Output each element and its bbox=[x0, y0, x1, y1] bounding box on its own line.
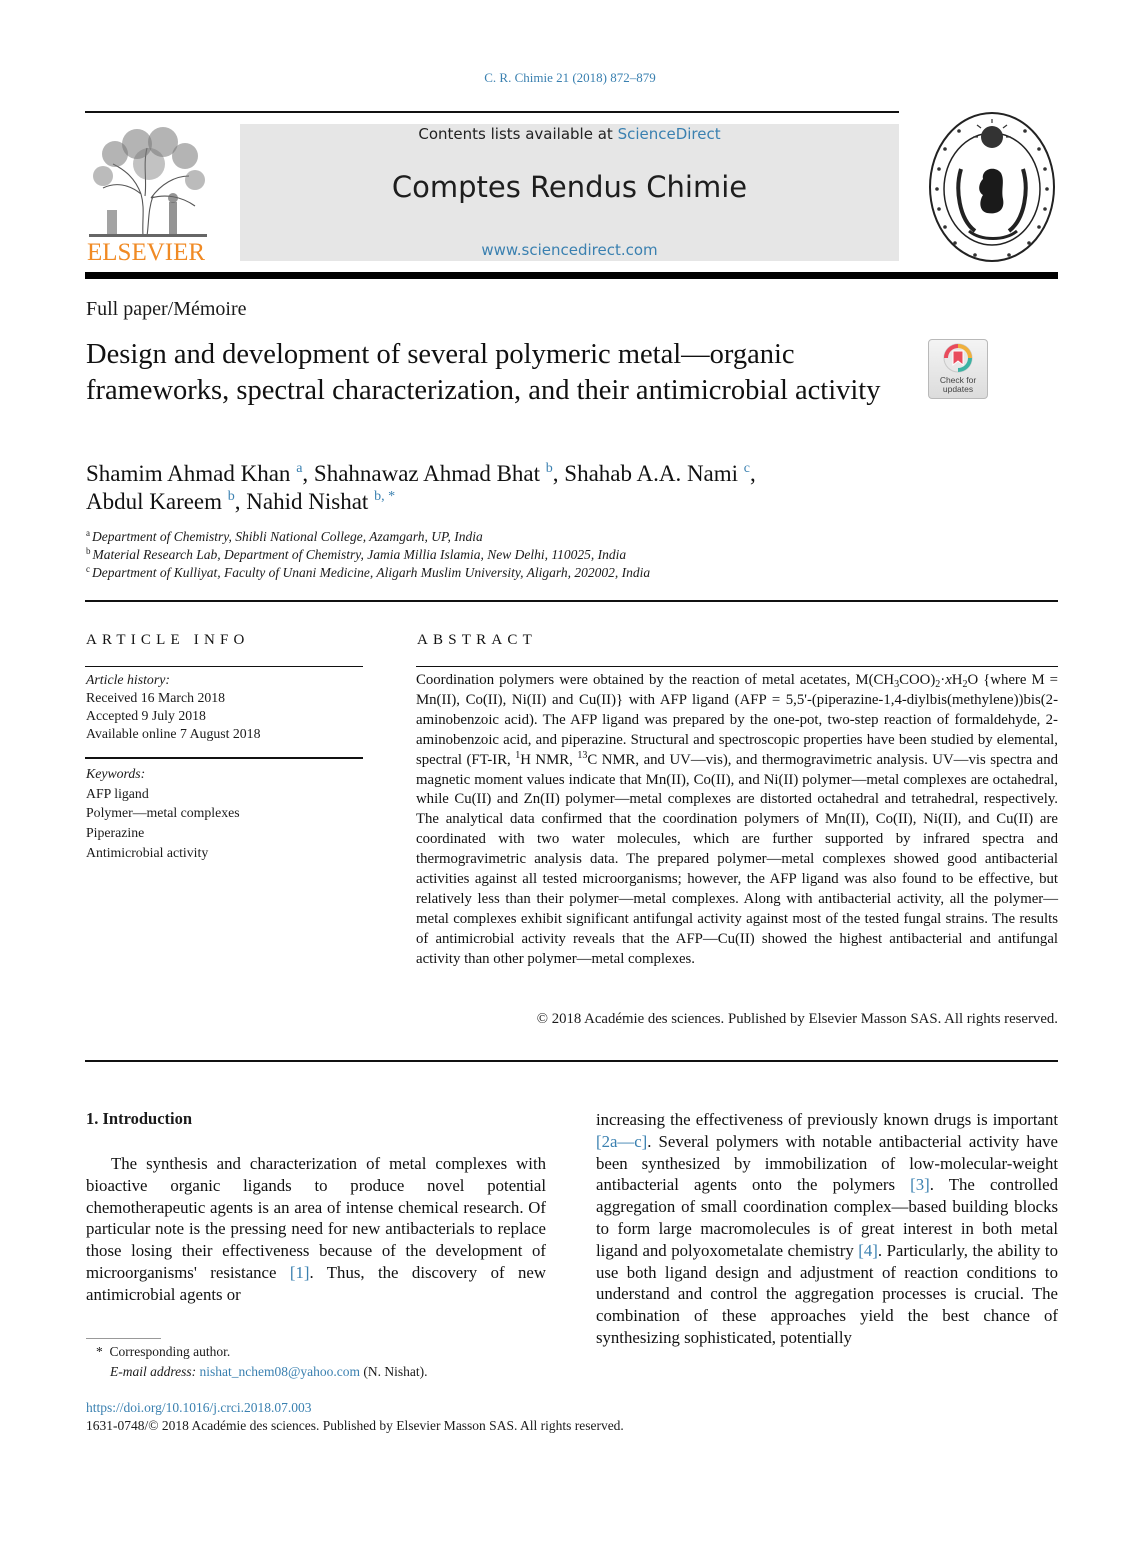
author: Nahid Nishat bbox=[246, 489, 369, 514]
keywords-label: Keywords: bbox=[86, 766, 146, 781]
section-divider bbox=[85, 600, 1058, 602]
affiliation-item bbox=[86, 564, 986, 582]
keywords bbox=[86, 764, 361, 863]
author-affiliation-link[interactable]: a bbox=[296, 461, 303, 476]
author-affiliation-link[interactable]: b bbox=[227, 489, 235, 504]
introduction-column-2: increasing the effectiveness of previously known drugs is important [2a—c]. Several polymers with notable antibacterial activity have been synthesized by immobilization of low-molecular-weight antibacterial agents onto the polymers [3]. The controlled aggregation of small coordination complex—based building blocks to form large macromolecules is of great interest in both metal ligand and polyoxometalate chemistry [4]. Particularly, the ability to use both ligand design and adjustment of reaction conditions to understand and control the aggregation processes is crucial. The combination of these approaches yield the best chance of synthesizing sophisticated, potentially bbox=[596, 1110, 1058, 1347]
affiliations bbox=[86, 528, 986, 583]
email-owner: (N. Nishat). bbox=[363, 1363, 428, 1379]
reference-link[interactable]: [1] bbox=[289, 1262, 310, 1282]
keyword: Piperazine bbox=[86, 825, 145, 841]
author-affiliation-link[interactable]: c bbox=[743, 461, 751, 476]
affiliation-text: Department of Kulliyat, Faculty of Unani Medicine, Aligarh Muslim University, Aligarh, 202002, India bbox=[92, 565, 651, 581]
author: Abdul Kareem bbox=[86, 489, 223, 514]
sciencedirect-link[interactable]: ScienceDirect bbox=[617, 125, 721, 143]
keyword: AFP ligand bbox=[86, 785, 149, 801]
abstract-text: Coordination polymers were obtained by the reaction of metal acetates, $M(CH_3COO)_2\cdot xH_2O$ {where M = Mn(II), Co(II), Ni(II) and Cu(II)} with AFP ligand (AFP = 5,5'-(piperazine-1,4-diylbis(methylene))bis(2-aminobenzoic acid). The AFP ligand was prepared by the one-pot, two-step reaction of formaldehyde, 2-aminobenzoic acid, and piperazine. Structural and spectroscopic properties have been studied by elemental, spectral (FT-IR, $^1$H NMR, $^{13}$C NMR, and UV—vis), and thermogravimetric analysis. UV—vis spectra and magnetic moment values indicate that Mn(II), Co(II), and Ni(II) polymer—metal complexes are octahedral, while Cu(II) and Zn(II) polymer—metal complexes are distorted octahedral and tetrahedral, respectively. The analytical data confirmed that the coordination polymers of Mn(II), Co(II), Ni(II), and Cu(II) are coordinated with two water molecules, which are further supported by infrared spectra and thermogravimetric analysis data. The prepared polymer—metal complexes showed good antibacterial activities against all tested microorganisms; however, the AFP ligand was also found to be effective, but relatively less than their polymer—metal complexes. Along with antibacterial activity, all the polymer—metal complexes exhibit significant antifungal activity against most of the tested fungal strains. The results of antimicrobial activity reveals that the AFP—Cu(II) showed the highest antibacterial and antifungal activity than other polymer—metal complexes. bbox=[416, 672, 1058, 967]
article-info-rule bbox=[85, 757, 363, 759]
article-info-rule bbox=[85, 666, 363, 667]
received-date: Received 16 March 2018 bbox=[86, 690, 226, 705]
elsevier-tree-logo[interactable] bbox=[85, 124, 211, 264]
accepted-date: Accepted 9 July 2018 bbox=[86, 708, 206, 723]
contents-availability bbox=[240, 125, 899, 143]
keyword: Antimicrobial activity bbox=[86, 844, 209, 860]
reference-link[interactable]: [2a—c] bbox=[596, 1131, 648, 1151]
doi-link[interactable]: https://doi.org/10.1016/j.crci.2018.07.003 bbox=[86, 1400, 312, 1415]
footnote-marker: * bbox=[96, 1344, 103, 1359]
author-separator: , bbox=[552, 461, 565, 486]
author-separator: , bbox=[750, 461, 756, 486]
header-divider bbox=[85, 272, 1058, 279]
article-info-heading: ARTICLE INFO bbox=[86, 632, 250, 648]
abstract-copyright: © 2018 Académie des sciences. Published by Elsevier Masson SAS. All rights reserved. bbox=[536, 1011, 1058, 1027]
check-updates-label: Check for updates bbox=[939, 375, 977, 394]
introduction-heading: 1. Introduction bbox=[86, 1109, 193, 1128]
academie-des-sciences-seal-icon bbox=[925, 109, 1060, 265]
affiliation-marker: b bbox=[86, 546, 91, 557]
issn-copyright: 1631-0748/© 2018 Académie des sciences. Published by Elsevier Masson SAS. All rights reserved. bbox=[86, 1418, 624, 1433]
online-date: Available online 7 August 2018 bbox=[86, 726, 261, 741]
author: Shahnawaz Ahmad Bhat bbox=[313, 461, 541, 486]
journal-name: Comptes Rendus Chimie bbox=[391, 170, 748, 204]
author: Shamim Ahmad Khan bbox=[86, 461, 291, 486]
reference-link[interactable]: [4] bbox=[858, 1240, 878, 1260]
corresponding-author-footnote bbox=[96, 1342, 556, 1381]
header-rule bbox=[85, 111, 899, 113]
author-separator: , bbox=[234, 489, 247, 514]
author-affiliation-link[interactable]: b, * bbox=[374, 489, 396, 504]
journal-url-link[interactable]: www.sciencedirect.com bbox=[481, 241, 658, 259]
author: Shahab A.A. Nami bbox=[564, 461, 739, 486]
author-email-link[interactable]: nishat_nchem08@yahoo.com bbox=[199, 1363, 361, 1379]
affiliation-text: Material Research Lab, Department of Chemistry, Jamia Millia Islamia, New Delhi, 110025, India bbox=[92, 547, 627, 563]
section-divider bbox=[85, 1060, 1058, 1062]
svg-text:ELSEVIER: ELSEVIER bbox=[87, 239, 206, 264]
affiliation-item bbox=[86, 546, 986, 564]
abstract-rule bbox=[416, 666, 1058, 667]
affiliation-item bbox=[86, 528, 986, 546]
journal-citation[interactable]: C. R. Chimie 21 (2018) 872–879 bbox=[484, 70, 656, 85]
affiliation-text: Department of Chemistry, Shibli National College, Azamgarh, UP, India bbox=[92, 529, 483, 544]
article-type: Full paper/Mémoire bbox=[86, 298, 247, 320]
article-history bbox=[86, 671, 361, 743]
contents-prefix: Contents lists available at bbox=[418, 125, 613, 143]
footnote-rule bbox=[86, 1338, 161, 1339]
introduction-column-1: The synthesis and characterization of metal complexes with bioactive organic ligands to produce novel potential chemotherapeutic agents is an area of intense chemical research. Of particular note is the pressing need for new antibacterials to replace those losing their effectiveness because of the development of microorganisms' resistance [1]. Thus, the discovery of new antimicrobial agents or bbox=[86, 1154, 546, 1304]
affiliation-marker: c bbox=[86, 564, 90, 575]
email-label: E-mail address: bbox=[110, 1363, 197, 1379]
footnote-text: Corresponding author. bbox=[109, 1344, 231, 1359]
reference-link[interactable]: [3] bbox=[910, 1175, 930, 1195]
affiliation-marker: a bbox=[86, 528, 90, 538]
keyword: Polymer—metal complexes bbox=[86, 805, 240, 821]
check-updates-icon bbox=[929, 340, 987, 376]
abstract-heading: ABSTRACT bbox=[417, 632, 537, 648]
author-affiliation-link[interactable]: b bbox=[545, 461, 553, 476]
history-label: Article history: bbox=[86, 672, 170, 687]
author-list bbox=[86, 460, 986, 516]
article-title: Design and development of several polymeric metal—organic frameworks, spectral characterization, and their antimicrobial activity bbox=[86, 339, 881, 406]
check-for-updates-button[interactable] bbox=[928, 339, 988, 399]
author-separator: , bbox=[302, 461, 314, 486]
